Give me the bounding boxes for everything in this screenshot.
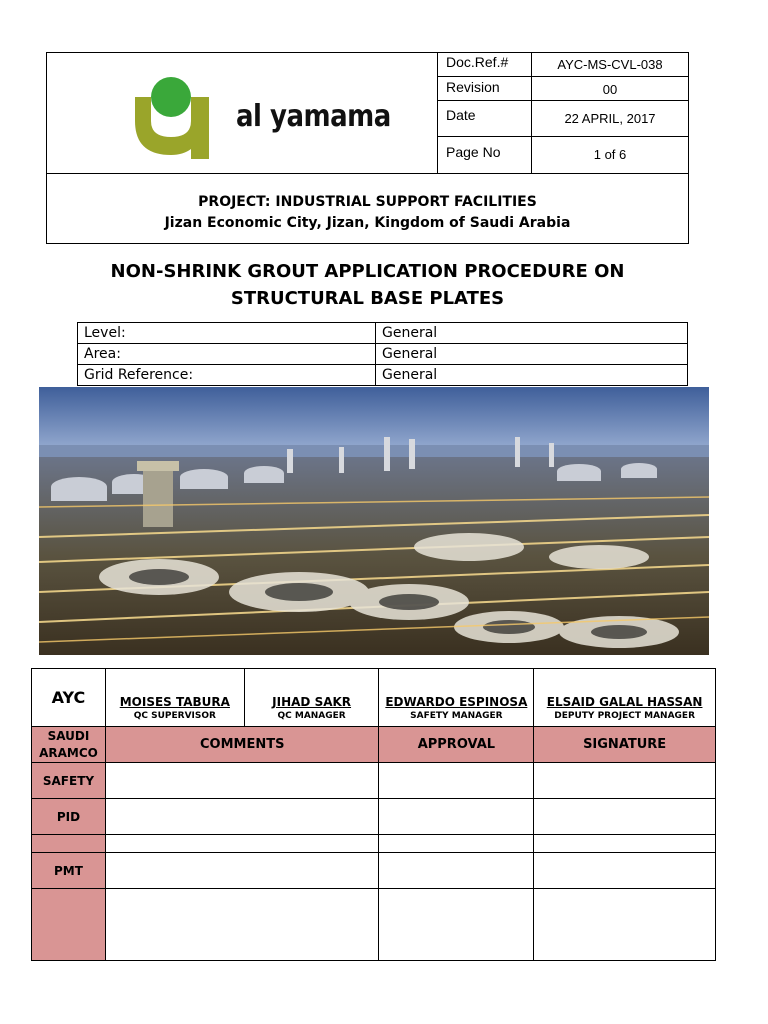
meta-docref <box>438 53 688 77</box>
table-row <box>32 763 716 799</box>
comments-header: COMMENTS <box>105 727 379 763</box>
location-value: General <box>376 365 688 386</box>
table-row <box>32 835 716 853</box>
meta-page <box>438 137 688 173</box>
meta-label: Revision <box>438 77 532 100</box>
facility-photo <box>39 387 709 655</box>
meta-value: 00 <box>602 82 618 97</box>
signatory-name: MOISES TABURA <box>119 695 230 709</box>
signatory-name: ELSAID GALAL HASSAN <box>546 695 703 709</box>
approval-cell[interactable] <box>379 889 534 961</box>
comments-cell[interactable] <box>105 853 379 889</box>
approval-cell[interactable] <box>379 799 534 835</box>
project-title: PROJECT: INDUSTRIAL SUPPORT FACILITIES <box>198 194 537 210</box>
aramco-header-row <box>32 727 716 763</box>
approval-cell[interactable] <box>379 835 534 853</box>
location-value: General <box>376 344 688 365</box>
signature-cell[interactable] <box>534 889 716 961</box>
aramco-label <box>32 727 106 763</box>
signature-cell[interactable] <box>534 799 716 835</box>
signatory-cell <box>379 669 534 727</box>
row-label <box>32 889 106 961</box>
ayc-row <box>32 669 716 727</box>
signature-cell[interactable] <box>534 853 716 889</box>
table-row <box>32 889 716 961</box>
table-row <box>32 853 716 889</box>
table-row <box>78 365 688 386</box>
meta-value: 1 of 6 <box>593 147 627 162</box>
row-label: PID <box>32 799 106 835</box>
signatory-role: DEPUTY PROJECT MANAGER <box>554 711 695 721</box>
title-line-2: STRUCTURAL BASE PLATES <box>230 288 505 309</box>
meta-date <box>438 101 688 137</box>
signoff-table <box>31 668 716 961</box>
row-label <box>32 835 106 853</box>
table-row <box>32 799 716 835</box>
signatory-cell <box>244 669 379 727</box>
comments-cell[interactable] <box>105 763 379 799</box>
document-title <box>46 258 689 312</box>
signatory-role: QC MANAGER <box>277 711 346 721</box>
location-label: Area: <box>78 344 376 365</box>
row-label: PMT <box>32 853 106 889</box>
signatory-role: SAFETY MANAGER <box>410 711 503 721</box>
signatory-role: QC SUPERVISOR <box>133 711 216 721</box>
approval-header: APPROVAL <box>379 727 534 763</box>
project-info <box>47 173 688 243</box>
signature-cell[interactable] <box>534 835 716 853</box>
location-value: General <box>376 323 688 344</box>
location-table <box>77 322 688 386</box>
comments-cell[interactable] <box>105 835 379 853</box>
aramco-label-line: SAUDI <box>47 728 90 743</box>
meta-label: Page No <box>438 137 532 173</box>
row-label: SAFETY <box>32 763 106 799</box>
refinery-image <box>39 387 709 655</box>
signatory-cell <box>105 669 244 727</box>
comments-cell[interactable] <box>105 889 379 961</box>
signatory-name: JIHAD SAKR <box>272 695 352 709</box>
meta-revision <box>438 77 688 101</box>
ayc-label: AYC <box>32 669 106 727</box>
location-label: Grid Reference: <box>78 365 376 386</box>
meta-value: AYC-MS-CVL-038 <box>557 57 663 72</box>
signatory-cell <box>534 669 716 727</box>
project-location: Jizan Economic City, Jizan, Kingdom of Saudi Arabia <box>164 215 571 231</box>
approval-cell[interactable] <box>379 853 534 889</box>
signature-header: SIGNATURE <box>534 727 716 763</box>
signature-cell[interactable] <box>534 763 716 799</box>
approval-cell[interactable] <box>379 763 534 799</box>
location-label: Level: <box>78 323 376 344</box>
company-name: al yamama <box>236 99 391 135</box>
signatory-name: EDWARDO ESPINOSA <box>385 695 528 709</box>
meta-value: 22 APRIL, 2017 <box>564 111 656 126</box>
document-meta <box>438 53 688 173</box>
title-line-1: NON-SHRINK GROUT APPLICATION PROCEDURE ON <box>110 261 625 282</box>
meta-label: Doc.Ref.# <box>438 53 532 76</box>
table-row <box>78 323 688 344</box>
meta-label: Date <box>438 101 532 136</box>
table-row <box>78 344 688 365</box>
comments-cell[interactable] <box>105 799 379 835</box>
aramco-label-line: ARAMCO <box>39 745 98 760</box>
document-header <box>46 52 689 244</box>
